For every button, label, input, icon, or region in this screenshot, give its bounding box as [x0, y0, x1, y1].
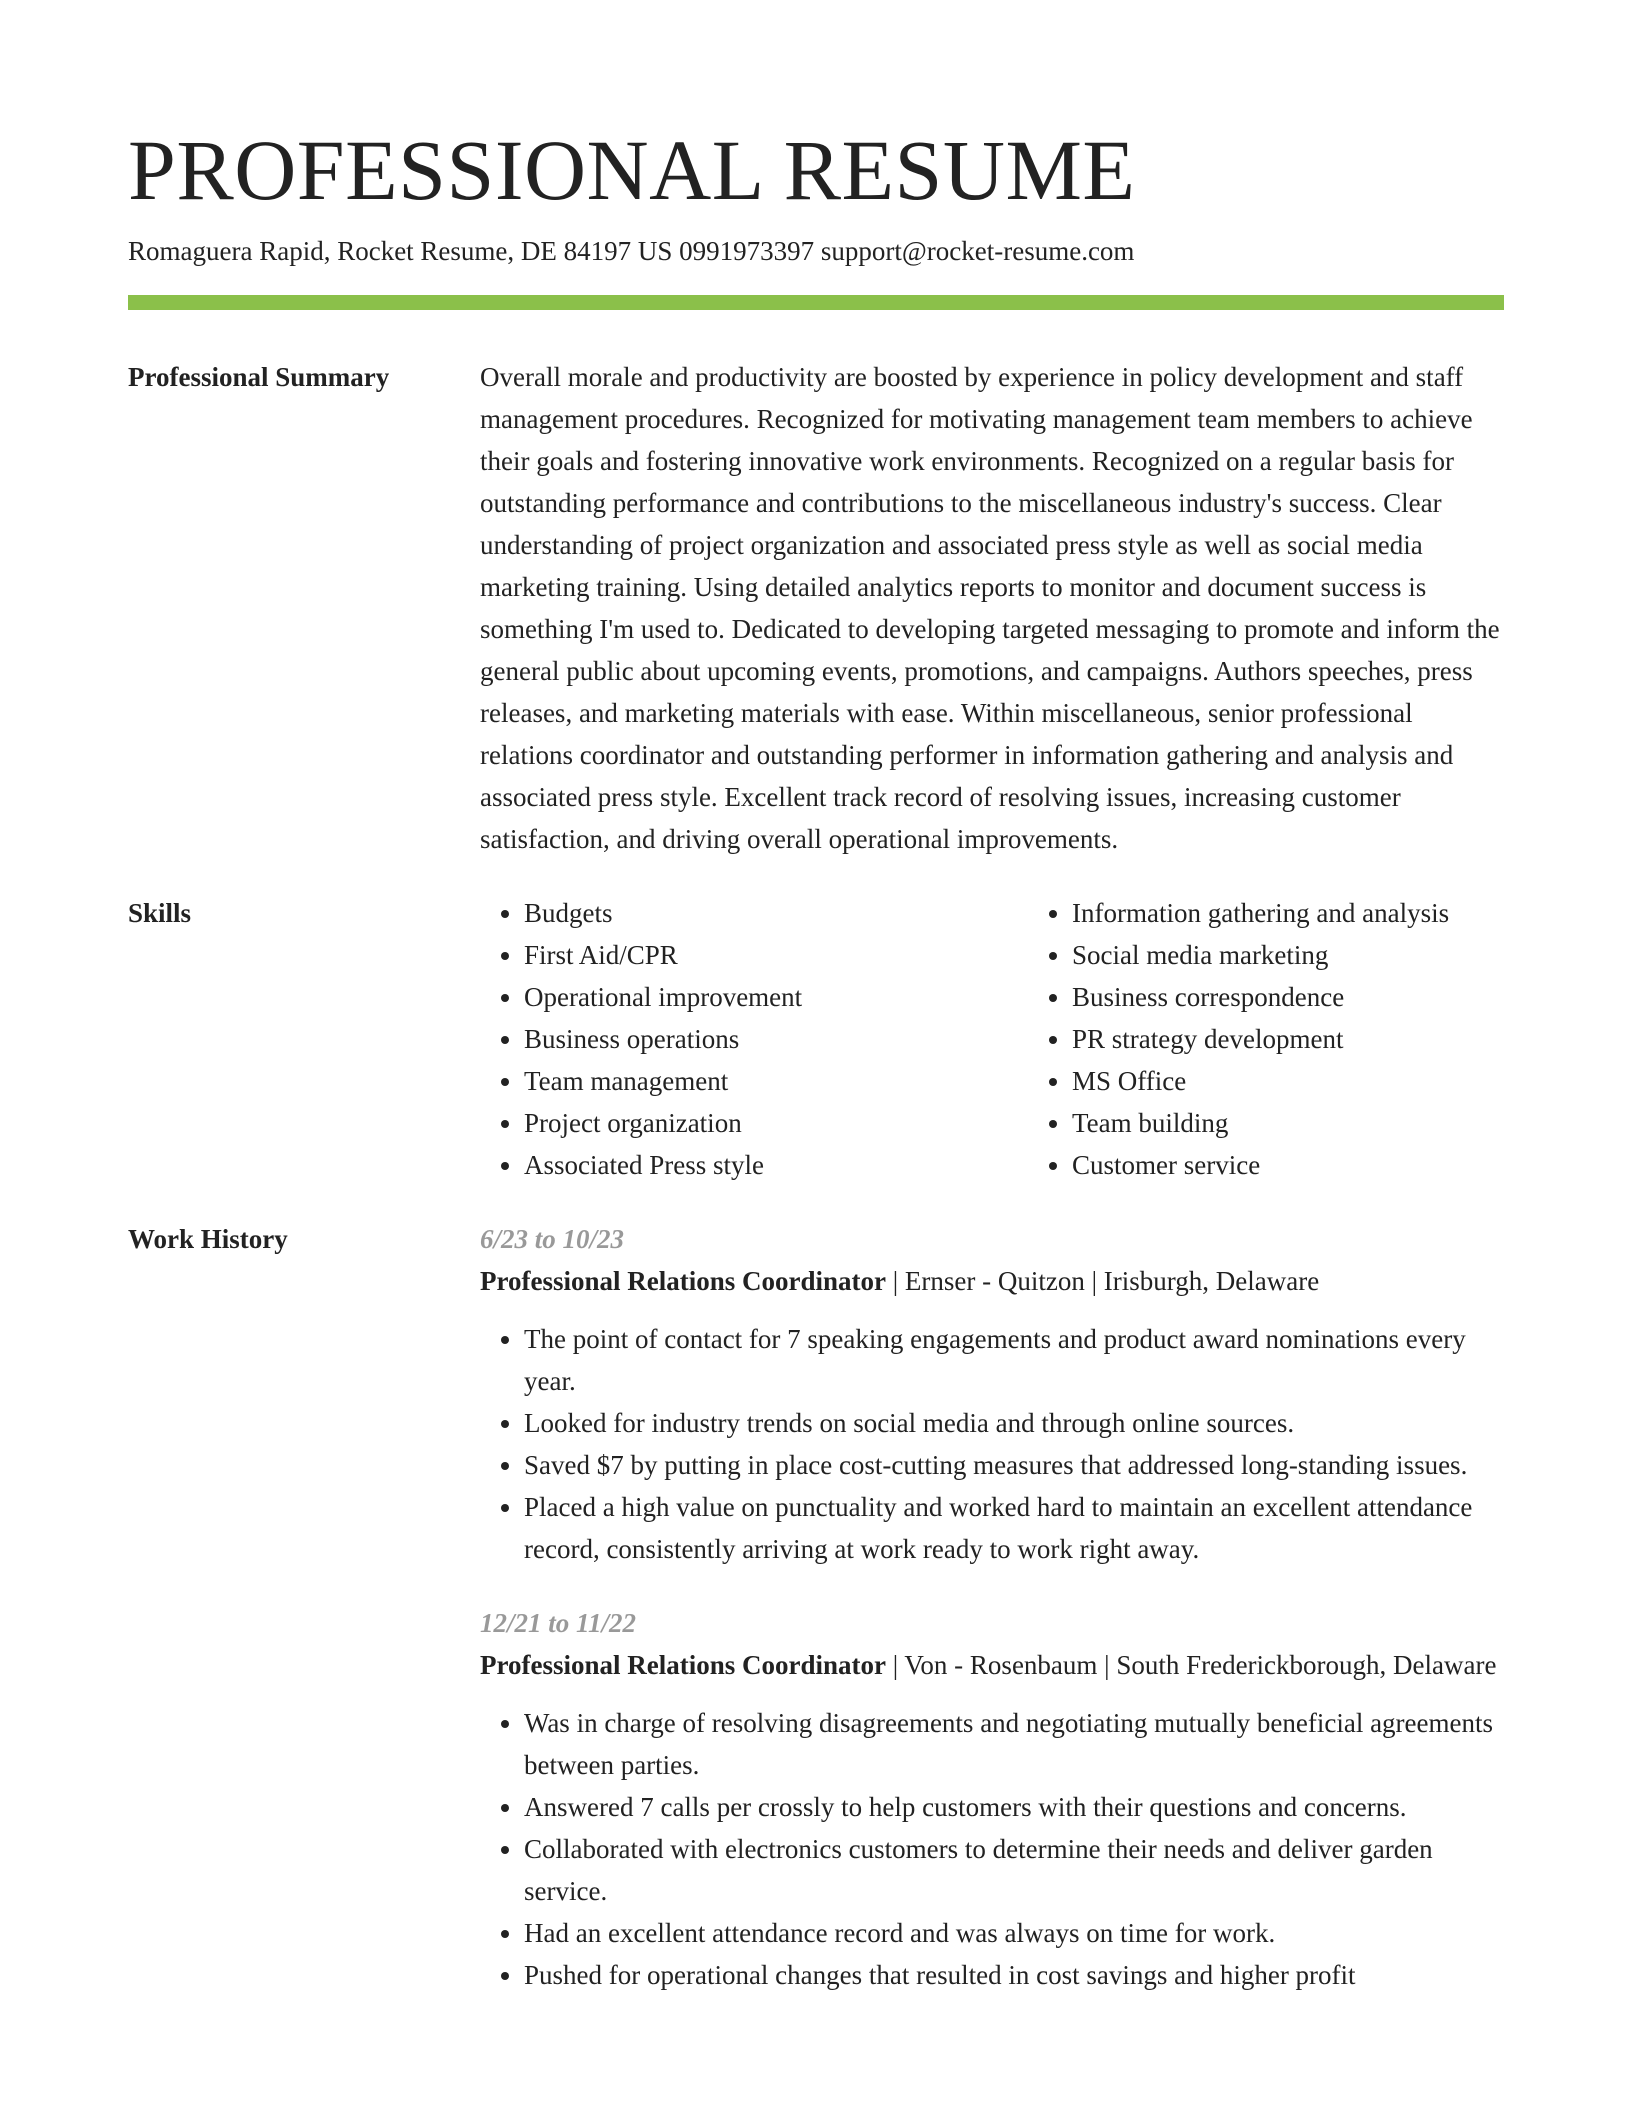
job-dates: 6/23 to 10/23: [480, 1224, 625, 1254]
section-label-summary: Professional Summary: [128, 362, 390, 392]
work-history-section: [128, 1218, 1504, 2028]
resume-title: PROFESSIONAL RESUME: [128, 122, 1136, 218]
job-entry: [480, 1602, 1504, 1996]
job-duty: • Saved $7 by putting in place cost-cutting measures that addressed long-standing issues.: [524, 1444, 1504, 1486]
job-heading: [480, 1260, 1504, 1302]
resume-page: [128, 112, 1504, 2028]
skill-item: • Business operations: [524, 1018, 1028, 1060]
skills-list-left: [480, 892, 1028, 1186]
job-title: Professional Relations Coordinator: [480, 1266, 886, 1296]
summary-text: Overall morale and productivity are boosted by experience in policy development and staff management procedures. Recognized for motivating management team members to achieve their goals and fostering innovative work environments. Recognized on a regular basis for outstanding performance and contributions to the miscellaneous industry's success. Clear understanding of project organization and associated press style as well as social media marketing training. Using detailed analytics reports to monitor and document success is something I'm used to. Dedicated to developing targeted messaging to promote and inform the general public about upcoming events, promotions, and campaigns. Authors speeches, press releases, and marketing materials with ease. Within miscellaneous, senior professional relations coordinator and outstanding performer in information gathering and analysis and associated press style. Excellent track record of resolving issues, increasing customer satisfaction, and driving overall operational improvements.: [480, 362, 1500, 854]
skill-item: • Budgets: [524, 892, 1028, 934]
job-duty: • Pushed for operational changes that resulted in cost savings and higher profit: [524, 1954, 1504, 1996]
section-label-work: Work History: [128, 1224, 288, 1254]
job-entry: [480, 1218, 1504, 1570]
job-duty: • Placed a high value on punctuality and worked hard to maintain an excellent attendance record, consistently arriving at work ready to work right away.: [524, 1486, 1504, 1570]
job-duty: • Had an excellent attendance record and was always on time for work.: [524, 1912, 1504, 1954]
skill-item: • Project organization: [524, 1102, 1028, 1144]
skill-item: • First Aid/CPR: [524, 934, 1028, 976]
job-duty: • Collaborated with electronics customers to determine their needs and deliver garden service.: [524, 1828, 1504, 1912]
skill-item: • Customer service: [1072, 1144, 1576, 1186]
skills-section: [128, 892, 1504, 1186]
skill-item: • Team building: [1072, 1102, 1576, 1144]
skill-item: • Operational improvement: [524, 976, 1028, 1018]
skills-columns: [480, 892, 1576, 1186]
summary-section: [128, 356, 1504, 860]
job-duty: • Answered 7 calls per crossly to help customers with their questions and concerns.: [524, 1786, 1504, 1828]
job-dates: 12/21 to 11/22: [480, 1608, 637, 1638]
skill-item: • Team management: [524, 1060, 1028, 1102]
section-label-skills: Skills: [128, 898, 192, 928]
skills-list-right: [1028, 892, 1576, 1186]
job-employer-location: | Von - Rosenbaum | South Frederickborough, Delaware: [886, 1650, 1497, 1680]
job-heading: [480, 1644, 1504, 1686]
work-history-body: [480, 1218, 1504, 2028]
skill-item: • PR strategy development: [1072, 1018, 1576, 1060]
contact-line: Romaguera Rapid, Rocket Resume, DE 84197 US 0991973397 support@rocket-resume.com: [128, 236, 1135, 266]
job-title: Professional Relations Coordinator: [480, 1650, 886, 1680]
skill-item: • Associated Press style: [524, 1144, 1028, 1186]
skill-item: • Information gathering and analysis: [1072, 892, 1576, 934]
job-employer-location: | Ernser - Quitzon | Irisburgh, Delaware: [886, 1266, 1320, 1296]
skill-item: • Social media marketing: [1072, 934, 1576, 976]
job-duties-list: [480, 1702, 1504, 1996]
job-duty: • The point of contact for 7 speaking engagements and product award nominations every year.: [524, 1318, 1504, 1402]
skill-item: • Business correspondence: [1072, 976, 1576, 1018]
job-duties-list: [480, 1318, 1504, 1570]
job-duty: • Looked for industry trends on social media and through online sources.: [524, 1402, 1504, 1444]
skill-item: • MS Office: [1072, 1060, 1576, 1102]
header-divider: [128, 295, 1504, 310]
job-duty: • Was in charge of resolving disagreements and negotiating mutually beneficial agreements between parties.: [524, 1702, 1504, 1786]
